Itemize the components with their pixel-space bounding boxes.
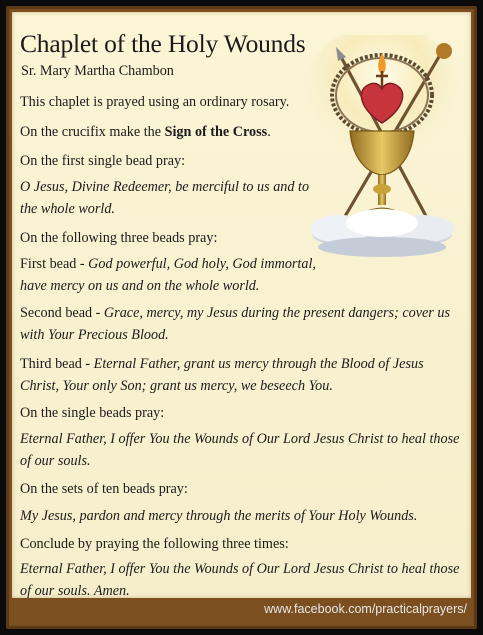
prayer-concluding-line-1: Eternal Father, I offer You the Wounds of Our Lord Jesus Christ to heal those xyxy=(20,561,460,577)
cloud-icon xyxy=(310,209,454,257)
first-bead-prayer: God powerful, God holy, God immortal, xyxy=(88,256,316,272)
author-name: Sr. Mary Martha Chambon xyxy=(21,63,174,79)
first-bead-line-1 xyxy=(20,253,316,275)
first-bead-line-2: have mercy on us and on the whole world. xyxy=(20,278,260,294)
instruction-ten-beads: On the sets of ten beads pray: xyxy=(20,481,188,497)
sacred-heart-chalice-icon xyxy=(300,35,468,267)
instruction-conclude: Conclude by praying the following three times: xyxy=(20,536,289,552)
instruction-crucifix xyxy=(20,121,271,143)
prayer-pardon-mercy: My Jesus, pardon and mercy through the merits of Your Holy Wounds. xyxy=(20,508,418,524)
third-bead-prayer: Eternal Father, grant us mercy through the Blood of Jesus xyxy=(93,356,424,372)
third-bead-label: Third bead - xyxy=(20,356,94,372)
prayer-eternal-father-line-1: Eternal Father, I offer You the Wounds of Our Lord Jesus Christ to heal those xyxy=(20,431,460,447)
instruction-crucifix-end: . xyxy=(267,124,271,140)
prayer-divine-redeemer-line-2: the whole world. xyxy=(20,201,115,217)
first-bead-label: First bead - xyxy=(20,256,89,272)
instruction-three-beads: On the following three beads pray: xyxy=(20,230,218,246)
second-bead-prayer: Grace, mercy, my Jesus during the present dangers; cover us xyxy=(103,305,450,321)
instruction-rosary: This chaplet is prayed using an ordinary rosary. xyxy=(20,94,290,110)
prayer-concluding-line-2: of our souls. Amen. xyxy=(20,583,130,599)
second-bead-line-2: with Your Precious Blood. xyxy=(20,327,169,343)
third-bead-line-2: Christ, Your only Son; grant us mercy, we beseech You. xyxy=(20,378,333,394)
chalice-knob xyxy=(373,184,391,194)
sign-of-cross-emphasis: Sign of the Cross xyxy=(164,124,268,140)
sponge-icon xyxy=(436,43,452,59)
instruction-first-bead: On the first single bead pray: xyxy=(20,153,186,169)
second-bead-label: Second bead - xyxy=(20,305,104,321)
second-bead-line-1 xyxy=(20,302,450,324)
instruction-single-beads: On the single beads pray: xyxy=(20,405,165,421)
third-bead-line-1 xyxy=(20,353,424,375)
page-title: Chaplet of the Holy Wounds xyxy=(20,29,306,58)
facebook-page-url[interactable]: www.facebook.com/practicalprayers/ xyxy=(264,602,467,616)
instruction-crucifix-text: On the crucifix make the xyxy=(20,124,165,140)
prayer-eternal-father-line-2: of our souls. xyxy=(20,453,91,469)
prayer-divine-redeemer-line-1: O Jesus, Divine Redeemer, be merciful to us and to xyxy=(20,179,310,195)
